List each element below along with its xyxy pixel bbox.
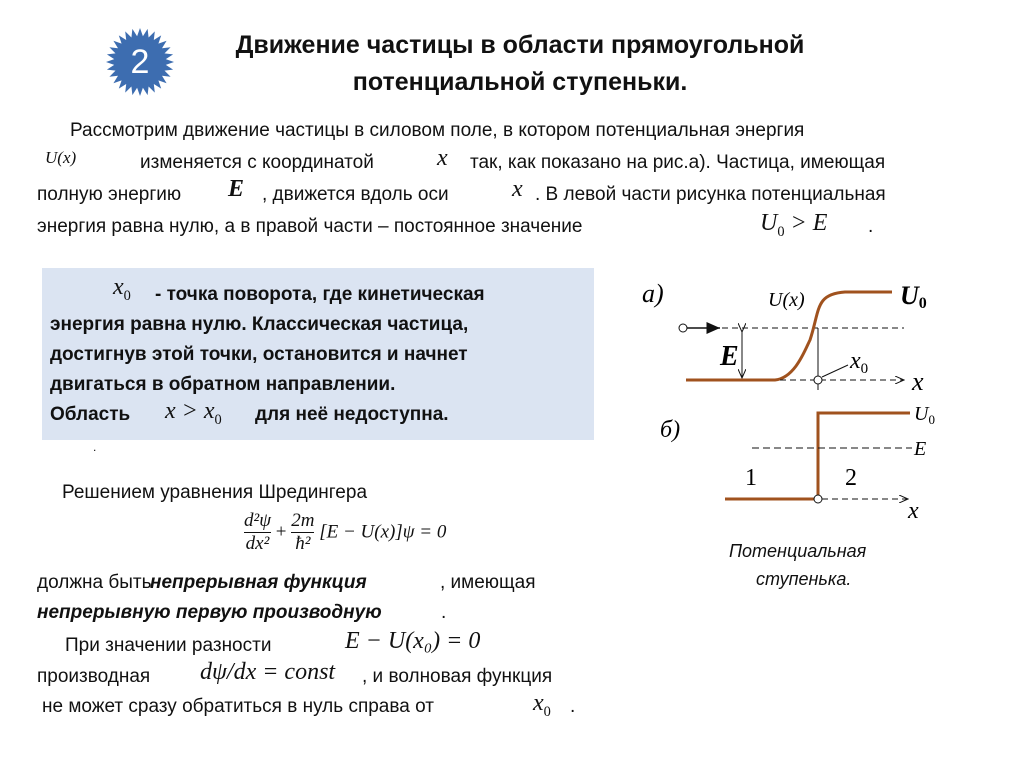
note-line: Область: [50, 404, 131, 425]
formula-u0-gt-e: $U_0 > E$: [760, 210, 828, 240]
badge-number: 2: [130, 43, 150, 81]
label-ux: U(x): [768, 289, 805, 311]
formula-difference: E − U(x₀) = 0: [345, 628, 481, 654]
text: должна быть: [37, 572, 152, 593]
text: .: [441, 602, 447, 623]
label-e-b: E: [914, 438, 927, 460]
schrodinger-equation: $\frac{\text{d²ψ}}{\text{dx²}}$ + $\frac{2m}{\text{ħ²}}$ [E − U(x)]ψ = 0: [244, 510, 447, 554]
intro-text: полную энергию: [37, 184, 182, 205]
note-line: энергия равна нулю. Классическая частица,: [50, 314, 469, 335]
formula-ux: U(x): [45, 148, 77, 167]
formula-x-gt-x0: $x > x_0$: [165, 398, 222, 428]
figure-caption-line-1: Потенциальная: [729, 541, 867, 561]
title-line-1: Движение частицы в области прямоугольной: [235, 31, 805, 59]
note-line: двигаться в обратном направлении.: [50, 374, 396, 395]
badge-star-icon: [105, 27, 175, 97]
label-u0: U0: [900, 281, 927, 312]
label-x-b: x: [908, 498, 919, 524]
text: , и волновая функция: [362, 666, 553, 687]
dot: .: [93, 440, 97, 454]
text: производная: [37, 666, 151, 687]
text: , имеющая: [440, 572, 536, 593]
formula-derivative: dψ/dx = const: [200, 659, 336, 685]
potential-step-figure: [620, 270, 950, 530]
note-line: для неё недоступна.: [255, 404, 449, 425]
intro-line-1: Рассмотрим движение частицы в силовом поле, в котором потенциальная энергия: [70, 120, 805, 141]
note-line: - точка поворота, где кинетическая: [155, 284, 485, 305]
intro-text: изменяется с координатой: [140, 152, 374, 173]
label-x0: $x_0$: [850, 348, 869, 377]
formula-x0: $x_0$: [533, 690, 551, 720]
region-2-label: 2: [845, 465, 857, 491]
schrodinger-label: Решением уравнения Шредингера: [62, 482, 368, 503]
emphasis: непрерывную первую производную: [37, 602, 382, 623]
formula-x: x: [437, 145, 448, 171]
formula-e: E: [228, 176, 245, 202]
label-x: x: [912, 367, 924, 396]
intro-text: .: [868, 216, 874, 237]
text: не может сразу обратиться в нуль справа от: [42, 696, 434, 717]
intro-text: , движется вдоль оси: [262, 184, 449, 205]
formula-x0: $x_0$: [113, 274, 131, 304]
intro-text: энергия равна нулю, а в правой части – постоянное значение: [37, 216, 583, 237]
intro-text: так, как показано на рис.а). Частица, имеющая: [470, 152, 886, 173]
title-line-2: потенциальной ступеньки.: [352, 68, 688, 96]
label-b: б): [660, 417, 681, 443]
intro-text: . В левой части рисунка потенциальная: [535, 184, 886, 205]
region-1-label: 1: [745, 465, 757, 491]
note-line: достигнув этой точки, остановится и начнет: [50, 344, 468, 365]
text: .: [570, 696, 576, 717]
label-u0-b: $U_0$: [914, 403, 935, 427]
formula-x: x: [512, 176, 523, 202]
figure-caption-line-2: ступенька.: [756, 569, 852, 589]
emphasis: непрерывная функция: [150, 572, 367, 593]
label-a: a): [642, 279, 664, 308]
label-e: E: [720, 341, 739, 372]
text: При значении разности: [65, 635, 272, 656]
